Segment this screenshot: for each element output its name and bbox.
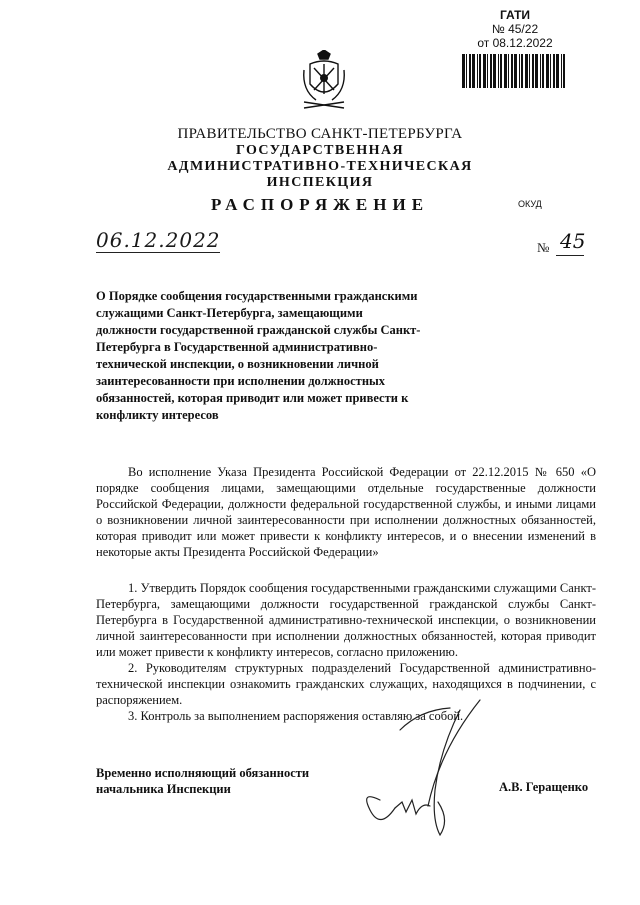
org-line-3: ИНСПЕКЦИЯ <box>266 175 374 190</box>
number-underline <box>556 255 584 256</box>
coat-of-arms-icon <box>300 50 348 110</box>
handwritten-number: 45 <box>560 229 586 253</box>
org-line-1: ГОСУДАРСТВЕННАЯ <box>236 143 404 158</box>
okud-label: ОКУД <box>518 199 542 209</box>
order-item-2: 2. Руководителям структурных подразделений Государственной административно-технической инспекции ознакомить гражданских служащих, находящихся в подчинении, с распоряжением. <box>96 661 596 707</box>
registration-stamp <box>455 8 575 50</box>
order-item-3: 3. Контроль за выполнением распоряжения оставляю за собой. <box>128 709 464 723</box>
document-subject: О Порядке сообщения государственными гражданскими служащими Санкт-Петербурга, замещающими должности государственной гражданской службы Санкт-Петербурга в Государственной административно-технической инспекции, о возникновении личной заинтересованности при исполнении должностных обязанностей, которая приводит или может привести к конфликту интересов <box>96 289 421 422</box>
document-type: РАСПОРЯЖЕНИЕ <box>210 195 430 214</box>
org-line-2: АДМИНИСТРАТИВНО-ТЕХНИЧЕСКАЯ <box>167 159 473 174</box>
document-header <box>120 126 520 215</box>
handwritten-date: 06.12.2022 <box>96 228 221 252</box>
government-name: ПРАВИТЕЛЬСТВО САНКТ-ПЕТЕРБУРГА <box>177 126 463 142</box>
signatory-name: А.В. Геращенко <box>499 780 589 794</box>
handwritten-signature-icon <box>340 690 500 840</box>
date-underline <box>96 252 220 253</box>
stamp-number: № 45/22 <box>491 22 539 36</box>
number-label: № <box>537 240 550 255</box>
stamp-org: ГАТИ <box>499 8 531 22</box>
barcode-icon <box>462 54 566 88</box>
stamp-date: от 08.12.2022 <box>477 36 553 50</box>
signatory-position: Временно исполняющий обязанности начальника Инспекции <box>96 766 310 796</box>
preamble: Во исполнение Указа Президента Российской Федерации от 22.12.2015 № 650 «О порядке сообщения лицами, замещающими отдельные государственные должности Российской Федерации, должности федеральной государственной службы, и иными лицами о возникновении личной заинтересованности при исполнении должностных обязанностей, которая приводит или может привести к конфликту интересов, и о внесении изменений в некоторые акты Президента Российской Федерации» <box>96 465 596 559</box>
order-item-1: 1. Утвердить Порядок сообщения государственными гражданскими служащими Санкт-Петербурга, замещающими должности государственной гражданской службы Санкт-Петербурга в Государственной административно-технической инспекции, о возникновении личной заинтересованности при исполнении должностных обязанностей, которая приводит или может привести к конфликту интересов, согласно приложению. <box>96 581 596 659</box>
